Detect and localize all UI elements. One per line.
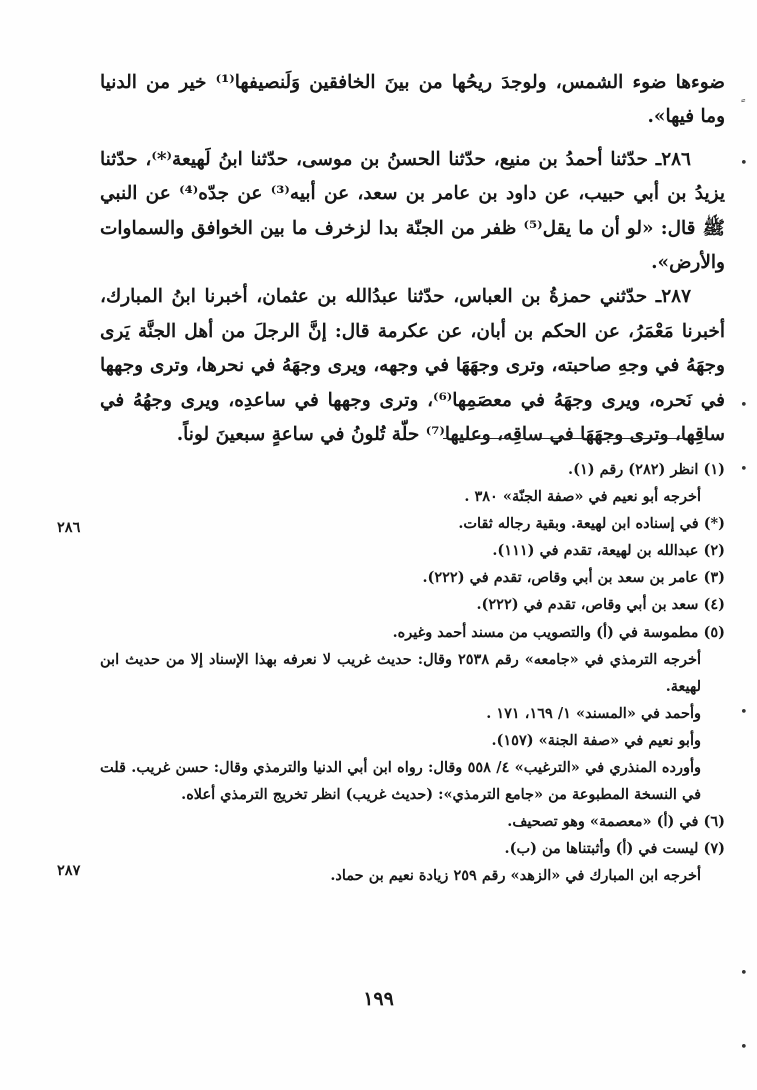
margin-mark: •	[740, 462, 748, 477]
margin-mark: •	[740, 398, 748, 413]
paragraph-continuation: ضوءها ضوء الشمس، ولوجدَ ريحُها من بينَ الخافقين وَلَنصيفها⁽¹⁾ خير من الدنيا وما فيها».	[100, 72, 725, 128]
footnote-5: (٥) مطموسة في (أ) والتصويب من مسند أحمد وغيره.	[392, 623, 725, 641]
hadith-287: ٢٨٧ـ حدّثني حمزةُ بن العباس، حدّثنا عبدُالله بن عثمان، أخبرنا ابنُ المبارك، أخبرنا مَعْمَرُ، عن الحكم بن أبان، عن عكرمة قال: إنَّ الرجلَ من أهل الجنَّة يَرى وجهَهُ في وجهِ صاحبته، وترى وجهَهَا في وجهه، ويرى وجهَهُ في نحرها، وترى وجهها في نَحره، ويرى وجهَهُ في معصَمِها⁽⁶⁾، وترى وجهها في ساعدِه، ويرى وجهُهُ في ساقِها، وترى وجهَهَا في ساقِه، وعليها⁽⁷⁾ حلّة تُلونُ في ساعةٍ سبعينَ لوناً.	[100, 286, 726, 446]
page-number: ١٩٩	[363, 988, 394, 1010]
margin-mark: •	[740, 705, 748, 720]
footnote-1: (١) انظر (٢٨٢) رقم (١).	[568, 461, 725, 478]
footnote-5-abu-nuaim: وأبو نعيم في «صفة الجنة» (١٥٧).	[491, 731, 701, 749]
hadith-286: ٢٨٦ـ حدّثنا أحمدُ بن منيع، حدّثنا الحسنُ بن موسى، حدّثنا ابنُ لَهيعة⁽*⁾، حدّثنا يزيدُ بن أبي حبيب، عن داود بن عامر بن سعد، عن أبيه⁽³⁾ عن جدّه⁽⁴⁾ عن النبي ﷺ قال: «لو أن ما يقل⁽⁵⁾ ظفر من الجنّة بدا لزخرف ما بين الخوافق والسماوات والأرض».	[100, 148, 725, 274]
margin-mark: •	[740, 1040, 748, 1055]
footnote-3: (٣) عامر بن سعد بن أبي وقاص، تقدم في (٢٢٢).	[422, 569, 725, 587]
footnote-separator	[443, 438, 720, 439]
footnote-star: (*) في إسناده ابن لهيعة. وبقية رجاله ثقات.	[458, 515, 725, 533]
main-text	[100, 66, 725, 452]
footnote-6: (٦) في (أ) «معصمة» وهو تصحيف.	[507, 813, 725, 831]
margin-number-286: ٢٨٦	[57, 519, 81, 536]
footnote-2: (٢) عبدالله بن لهيعة، تقدم في (١١١).	[492, 542, 725, 560]
margin-mark: •	[740, 966, 748, 981]
footnote-7: (٧) ليست في (أ) وأثبتناها من (ب).	[504, 840, 725, 858]
footnote-5-ahmad: وأحمد في «المسند» ١/ ١٦٩، ١٧١ .	[486, 704, 701, 722]
footnote-5-mundhiri: وأورده المنذري في «الترغيب» ٤/ ٥٥٨ وقال: رواه ابن أبي الدنيا والترمذي وقال: حسن غريب. قلت في النسخة المطبوعة من «جامع الترمذي»: (حديث غريب) انظر تخريج الترمذي أعلاه.	[100, 759, 701, 804]
footnotes	[100, 456, 725, 890]
footnote-5-tirmidhi: أخرجه الترمذي في «جامعه» رقم ٢٥٣٨ وقال: حديث غريب لا نعرفه بهذا الإسناد إلا من حديث ابن لهيعة.	[100, 650, 701, 695]
footnote-4: (٤) سعد بن أبي وقاص، تقدم في (٢٢٢).	[476, 596, 725, 614]
footnote-1-source: أخرجه أبو نعيم في «صفة الجنّة» ٣٨٠ .	[464, 488, 701, 506]
margin-mark: •	[740, 156, 748, 171]
footnote-7-source: أخرجه ابن المبارك في «الزهد» رقم ٢٥٩ زيادة نعيم بن حماد.	[330, 867, 701, 885]
margin-number-287: ٢٨٧	[57, 862, 81, 879]
